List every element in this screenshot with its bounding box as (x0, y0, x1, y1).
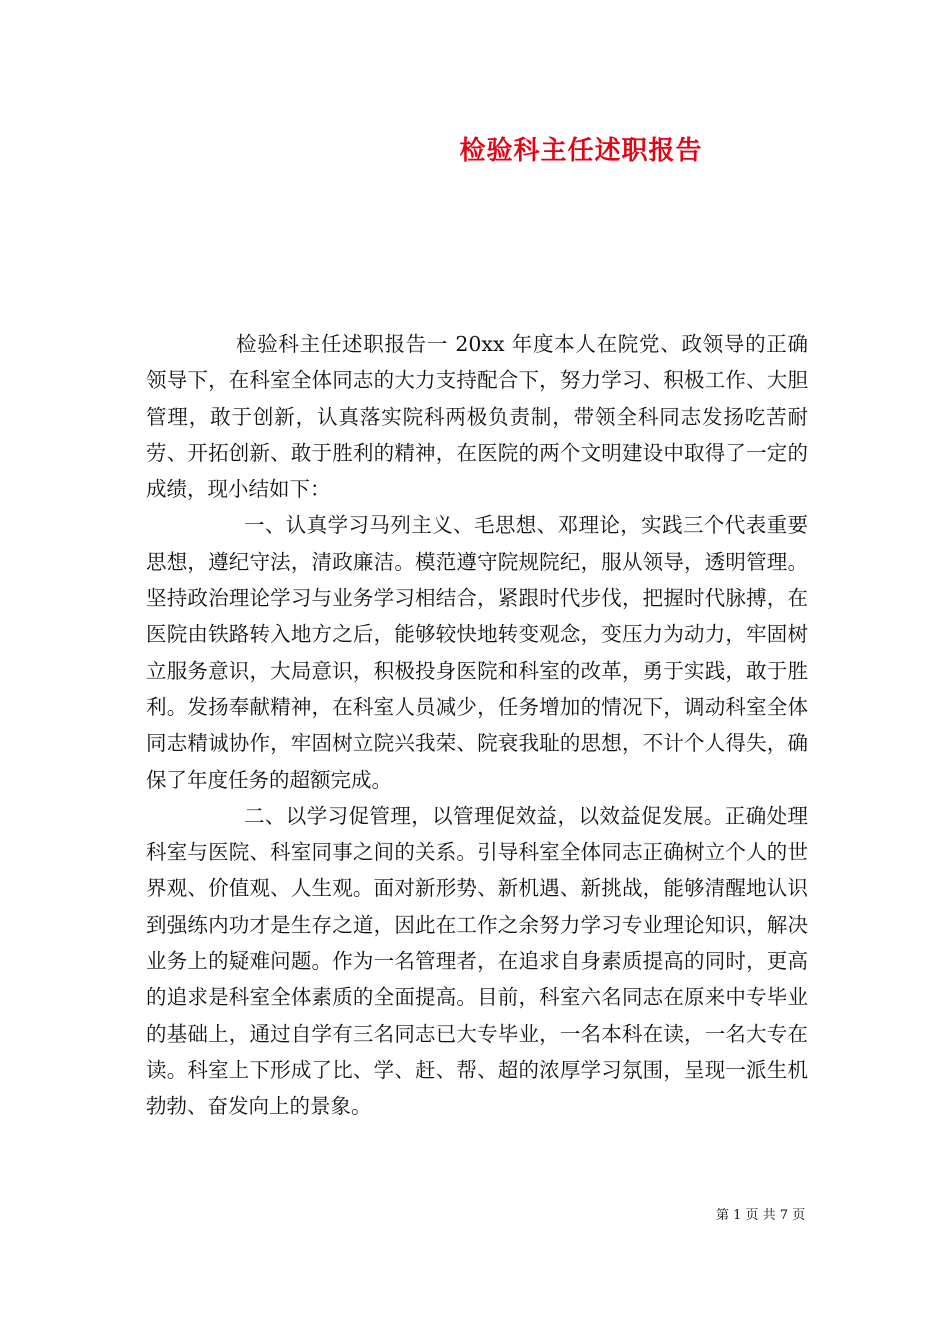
section-one-paragraph: 一、认真学习马列主义、毛思想、邓理论，实践三个代表重要思想，遵纪守法，清政廉洁。模范遵守院规院纪，服从领导，透明管理。坚持政治理论学习与业务学习相结合，紧跟时代步伐，把握时代脉搏，在医院由铁路转入地方之后，能够较快地转变观念，变压力为动力，牢固树立服务意识，大局意识，积极投身医院和科室的改革，勇于实践，敢于胜利。发扬奉献精神，在科室人员减少，任务增加的情况下，调动科室全体同志精诚协作，牢固树立院兴我荣、院衰我耻的思想，不计个人得失，确保了年度任务的超额完成。 (146, 513, 808, 792)
document-title: 检验科主任述职报告 (459, 136, 703, 166)
page-number: 第 1 页 共 7 页 (716, 1208, 806, 1223)
intro-paragraph: 检验科主任述职报告一 20xx 年度本人在院党、政领导的正确领导下，在科室全体同志的大力支持配合下，努力学习、积极工作、大胆管理，敢于创新，认真落实院科两极负责制，带领全科同志发扬吃苦耐劳、开拓创新、敢于胜利的精神，在医院的两个文明建设中取得了一定的成绩，现小结如下： (146, 332, 808, 502)
section-two-paragraph: 二、以学习促管理，以管理促效益，以效益促发展。正确处理科室与医院、科室同事之间的关系。引导科室全体同志正确树立个人的世界观、价值观、人生观。面对新形势、新机遇、新挑战，能够清醒地认识到强练内功才是生存之道，因此在工作之余努力学习专业理论知识，解决业务上的疑难问题。作为一名管理者，在追求自身素质提高的同时，更高的追求是科室全体素质的全面提高。目前，科室六名同志在原来中专毕业的基础上，通过自学有三名同志已大专毕业，一名本科在读，一名大专在读。科室上下形成了比、学、赶、帮、超的浓厚学习氛围，呈现一派生机勃勃、奋发向上的景象。 (146, 803, 808, 1119)
document-body (146, 326, 808, 1125)
